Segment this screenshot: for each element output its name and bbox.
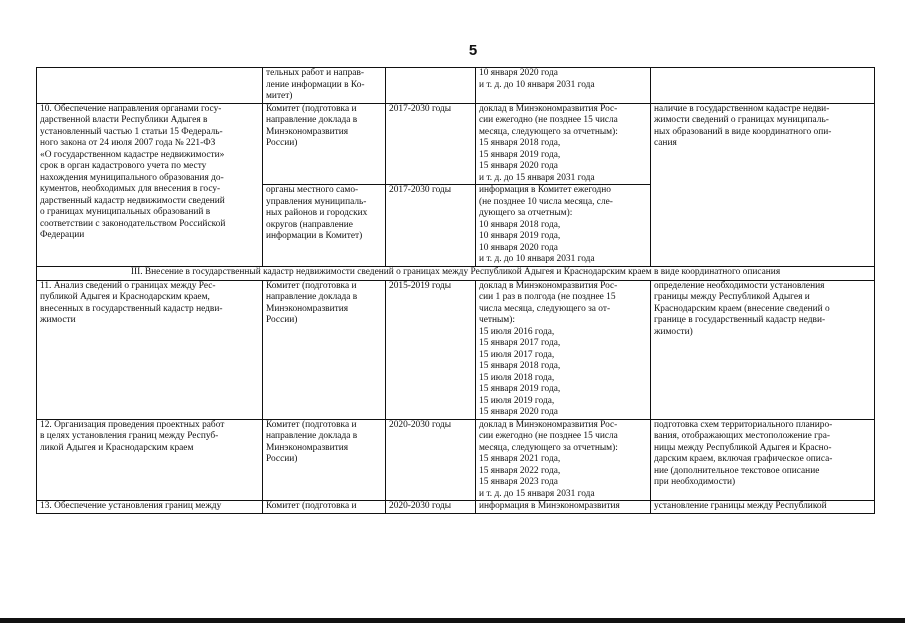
result-cell-10: наличие в государственном кадастре недви- жимости сведений о границах муниципаль- ных образований в виде координатного опи- сания (651, 103, 875, 266)
scan-edge-bar (0, 618, 905, 623)
period-cell: 2015-2019 годы (386, 280, 476, 419)
task-cell-12: 12. Организация проведения проектных работ в целях установления границ между Респуб- ликой Адыгея и Краснодарским краем (37, 419, 263, 501)
table-row (37, 280, 875, 419)
table-cell (651, 68, 875, 104)
deadline-cell: информация в Комитет ежегодно (не позднее 10 числа месяца, сле- дующего за отчетным): 10 января 2018 года, 10 января 2019 года, 10 января 2020 года и т. д. до 10 января 2031 года (476, 185, 651, 267)
result-cell-11: определение необходимости установления границы между Республикой Адыгея и Краснодарским краем (внесение сведений о границе в государственный кадастр недви- жимости) (651, 280, 875, 419)
result-cell-12: подготовка схем территориального планиро- вания, отображающих местоположение гра- ницы между Республикой Адыгея и Красно- дарским краем, включая графическое описа- ние (дополнительное текстовое описание при необходимости) (651, 419, 875, 501)
period-cell: 2020-2030 годы (386, 419, 476, 501)
result-cell-13: установление границы между Республикой (651, 501, 875, 514)
table-row (37, 68, 875, 104)
task-cell-10: 10. Обеспечение направления органами госу- дарственной власти Республики Адыгея в установленный частью 1 статьи 15 Федераль- ного закона от 24 июля 2007 года № 221-ФЗ «О государственном кадастре недвижимости» срок в орган кадастрового учета по месту нахождения муниципального образования до- кументов, необходимых для внесения в госу- дарственный кадастр недвижимости сведений о границах муниципальных образований в соответствии с законодательством Российской Федерации (37, 103, 263, 266)
table-row (37, 501, 875, 514)
period-cell: 2017-2030 годы (386, 103, 476, 185)
deadline-cell: доклад в Минэкономразвития Рос- сии 1 раз в полгода (не позднее 15 числа месяца, следующего за от- четным): 15 июля 2016 года, 15 января 2017 года, 15 июля 2017 года, 15 января 2018 года, 15 июля 2018 года, 15 января 2019 года, 15 июля 2019 года, 15 января 2020 года (476, 280, 651, 419)
deadline-cell: информация в Минэкономразвития (476, 501, 651, 514)
table-cell: 10 января 2020 года и т. д. до 10 января 2031 года (476, 68, 651, 104)
responsible-cell: Комитет (подготовка и направление доклада в Минэкономразвития России) (263, 280, 386, 419)
table-row (37, 419, 875, 501)
period-cell: 2020-2030 годы (386, 501, 476, 514)
deadline-cell: доклад в Минэкономразвития Рос- сии ежегодно (не позднее 15 числа месяца, следующего за отчетным): 15 января 2018 года, 15 января 2019 года, 15 января 2020 года и т. д. до 15 января 2031 года (476, 103, 651, 185)
table-cell: тельных работ и направ- ление информации в Ко- митет) (263, 68, 386, 104)
page-number: 5 (468, 42, 478, 59)
responsible-cell: Комитет (подготовка и направление доклада в Минэкономразвития России) (263, 103, 386, 185)
plan-table (36, 67, 875, 514)
table-cell (386, 68, 476, 104)
responsible-cell: Комитет (подготовка и (263, 501, 386, 514)
table-cell (37, 68, 263, 104)
period-cell: 2017-2030 годы (386, 185, 476, 267)
responsible-cell: органы местного само- управления муниципаль- ных районов и городских округов (направление информации в Комитет) (263, 185, 386, 267)
task-cell-11: 11. Анализ сведений о границах между Рес- публикой Адыгея и Краснодарским краем, внесенных в государственный кадастр недви- жимости (37, 280, 263, 419)
task-cell-13: 13. Обеспечение установления границ между (37, 501, 263, 514)
table-row (37, 103, 875, 185)
section-row (37, 266, 875, 280)
responsible-cell: Комитет (подготовка и направление доклада в Минэкономразвития России) (263, 419, 386, 501)
section-heading: III. Внесение в государственный кадастр недвижимости сведений о границах между Республикой Адыгея и Краснодарским краем в виде координатного описания (37, 266, 875, 280)
deadline-cell: доклад в Минэкономразвития Рос- сии ежегодно (не позднее 15 числа месяца, следующего за отчетным): 15 января 2021 года, 15 января 2022 года, 15 января 2023 года и т. д. до 15 января 2031 года (476, 419, 651, 501)
